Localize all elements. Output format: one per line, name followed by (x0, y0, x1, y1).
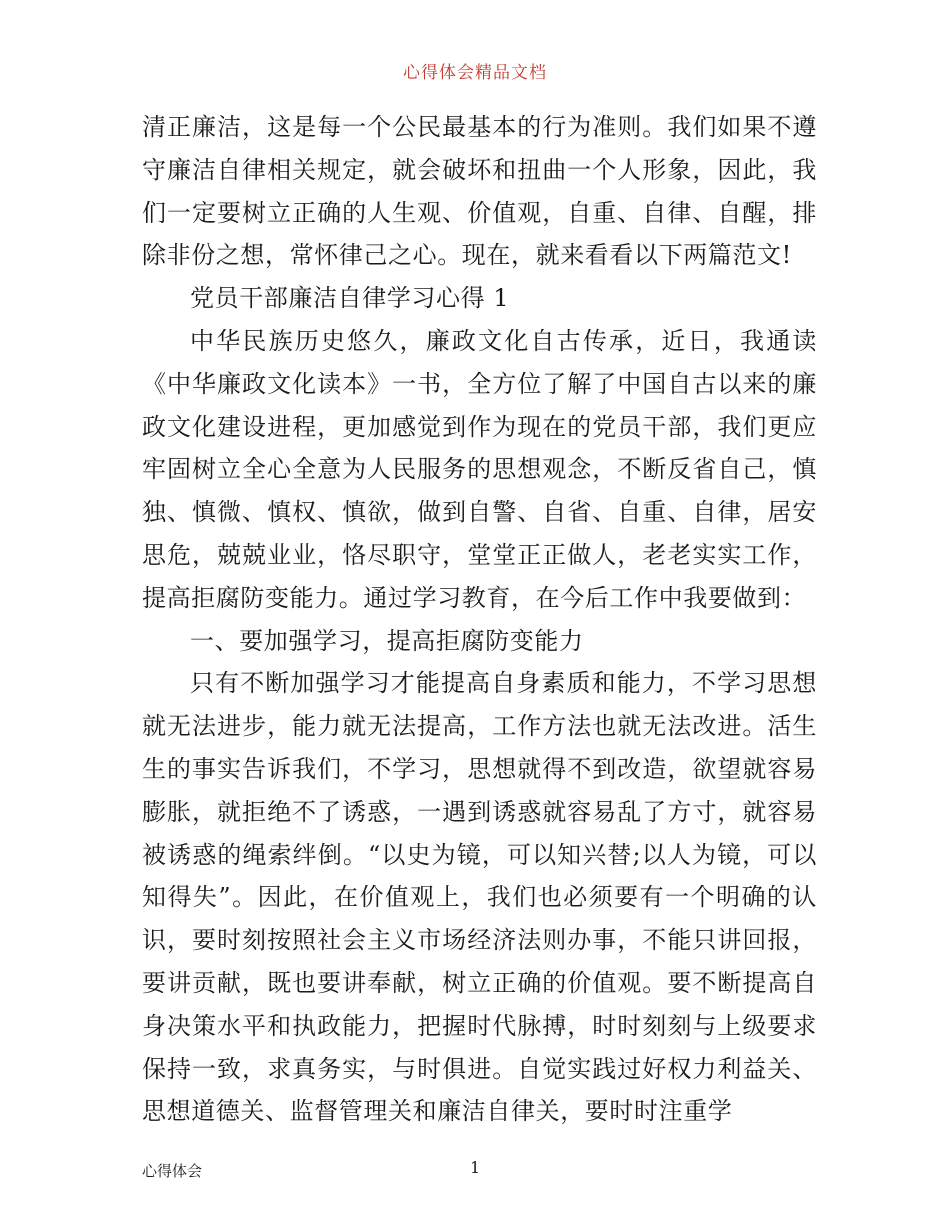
document-body (142, 106, 817, 1133)
page-header: 心得体会精品文档 (403, 63, 547, 83)
page-number: 1 (470, 1158, 481, 1177)
subheading-1: 一、要加强学习，提高拒腐防变能力 (190, 626, 584, 655)
paragraph-1: 中华民族历史悠久，廉政文化自古传承，近日，我通读《中华廉政文化读本》一书，全方位了解了中国自古以来的廉政文化建设进程，更加感觉到作为现在的党员干部，我们更应牢固树立全心全意为人民服务的思想观念，不断反省自己，慎独、慎微、慎权、慎欲，做到自警、自省、自重、自律，居安思危，兢兢业业，恪尽职守，堂堂正正做人，老老实实工作，提高拒腐防变能力。通过学习教育，在今后工作中我要做到： (142, 326, 817, 612)
paragraph-2: 只有不断加强学习才能提高自身素质和能力，不学习思想就无法进步，能力就无法提高，工作方法也就无法改进。活生生的事实告诉我们，不学习，思想就得不到改造，欲望就容易膨胀，就拒绝不了诱惑，一遇到诱惑就容易乱了方寸，就容易被诱惑的绳索绊倒。“以史为镜，可以知兴替;以人为镜，可以知得失”。因此，在价值观上，我们也必须要有一个明确的认识，要时刻按照社会主义市场经济法则办事，不能只讲回报，要讲贡献，既也要讲奉献，树立正确的价值观。要不断提高自身决策水平和执政能力，把握时代脉搏，时时刻刻与上级要求保持一致，求真务实，与时俱进。自觉实践过好权力利益关、思想道德关、监督管理关和廉洁自律关，要时时注重学 (142, 669, 817, 1126)
paragraph-intro: 清正廉洁，这是每一个公民最基本的行为准则。我们如果不遵守廉洁自律相关规定，就会破坏和扭曲一个人形象，因此，我们一定要树立正确的人生观、价值观，自重、自律、自醒，排除非份之想，常怀律己之心。现在，就来看看以下两篇范文! (142, 113, 817, 270)
footer-label: 心得体会 (142, 1162, 203, 1180)
section-title: 党员干部廉洁自律学习心得 1 (190, 284, 510, 313)
